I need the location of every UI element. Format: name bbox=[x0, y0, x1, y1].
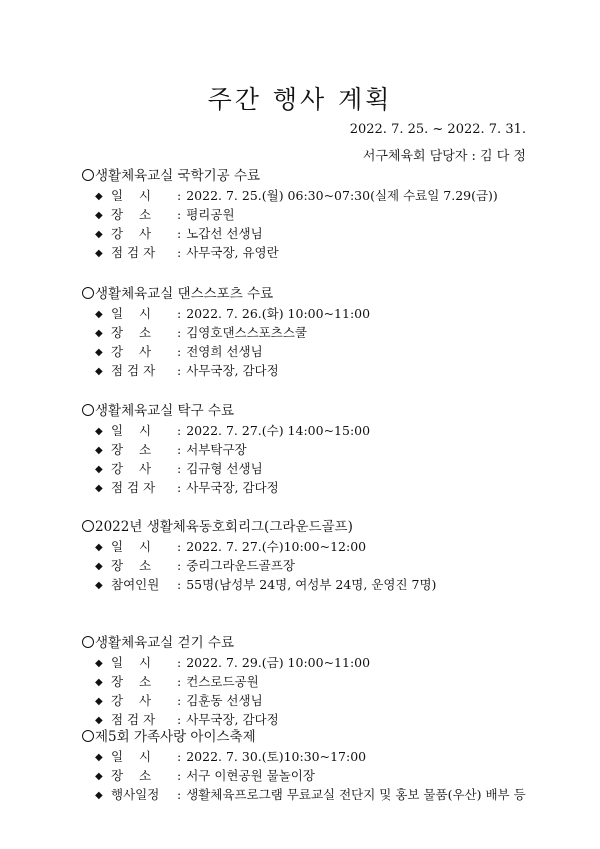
date-range: 2022. 7. 25. ~ 2022. 7. 31. bbox=[349, 122, 526, 137]
event-detail-row bbox=[82, 747, 582, 766]
label-separator: : bbox=[177, 442, 182, 457]
contact-person: 서구체육회 담당자 : 김 다 정 bbox=[362, 149, 526, 164]
detail-value: 55명(남성부 24명, 여성부 24명, 운영진 7명) bbox=[186, 577, 437, 592]
event-title bbox=[82, 166, 582, 186]
event-title-text: 생활체육교실 국학기공 수료 bbox=[95, 168, 261, 184]
detail-label: 점 검 자 bbox=[111, 245, 156, 260]
diamond-bullet-icon: ◆ bbox=[95, 464, 103, 475]
page-title: 주간 행사 계획 bbox=[207, 85, 393, 114]
label-separator: : bbox=[177, 674, 182, 689]
diamond-bullet-icon: ◆ bbox=[95, 542, 103, 553]
label-separator: : bbox=[177, 423, 182, 438]
event-detail-row bbox=[82, 653, 582, 672]
event-title-text: 생활체육교실 걷기 수료 bbox=[95, 635, 234, 651]
detail-value: 생활체육프로그램 무료교실 전단지 및 홍보 물품(우산) 배부 등 bbox=[186, 787, 526, 802]
detail-value: 컨스로드공원 bbox=[186, 674, 259, 689]
label-separator: : bbox=[177, 461, 182, 476]
event-detail-row bbox=[82, 186, 582, 205]
event-detail-row bbox=[82, 224, 582, 243]
detail-label: 일 시 bbox=[111, 306, 152, 321]
event-detail-row bbox=[82, 459, 582, 478]
diamond-bullet-icon: ◆ bbox=[95, 715, 103, 726]
diamond-bullet-icon: ◆ bbox=[95, 658, 103, 669]
diamond-bullet-icon: ◆ bbox=[95, 752, 103, 763]
detail-label: 일 시 bbox=[111, 749, 152, 764]
diamond-bullet-icon: ◆ bbox=[95, 790, 103, 801]
detail-label: 장 소 bbox=[111, 558, 152, 573]
detail-value: 중리그라운드골프장 bbox=[186, 558, 295, 573]
label-separator: : bbox=[177, 768, 182, 783]
detail-value: 2022. 7. 27.(수)10:00~12:00 bbox=[186, 539, 367, 554]
label-separator: : bbox=[177, 245, 182, 260]
event-title bbox=[82, 727, 582, 747]
detail-value: 평리공원 bbox=[186, 207, 235, 222]
detail-label: 강 사 bbox=[111, 226, 152, 241]
diamond-bullet-icon: ◆ bbox=[95, 248, 103, 259]
diamond-bullet-icon: ◆ bbox=[95, 445, 103, 456]
detail-label: 강 사 bbox=[111, 344, 152, 359]
diamond-bullet-icon: ◆ bbox=[95, 696, 103, 707]
detail-value: 사무국장, 감다정 bbox=[186, 712, 279, 727]
diamond-bullet-icon: ◆ bbox=[95, 561, 103, 572]
event-detail-row bbox=[82, 361, 582, 380]
detail-value: 전영희 선생님 bbox=[186, 344, 263, 359]
label-separator: : bbox=[177, 558, 182, 573]
circle-bullet-icon bbox=[82, 404, 94, 416]
detail-value: 2022. 7. 25.(월) 06:30~07:30(실제 수료일 7.29(금)) bbox=[186, 188, 498, 203]
event-detail-row bbox=[82, 440, 582, 459]
detail-label: 점 검 자 bbox=[111, 712, 156, 727]
detail-value: 2022. 7. 27.(수) 14:00~15:00 bbox=[186, 423, 371, 438]
diamond-bullet-icon: ◆ bbox=[95, 677, 103, 688]
event-detail-row bbox=[82, 556, 582, 575]
event-detail-row bbox=[82, 691, 582, 710]
detail-value: 2022. 7. 26.(화) 10:00~11:00 bbox=[186, 306, 371, 321]
diamond-bullet-icon: ◆ bbox=[95, 580, 103, 591]
circle-bullet-icon bbox=[82, 636, 94, 648]
circle-bullet-icon bbox=[82, 730, 94, 742]
label-separator: : bbox=[177, 363, 182, 378]
detail-value: 노갑선 선생님 bbox=[186, 226, 263, 241]
diamond-bullet-icon: ◆ bbox=[95, 328, 103, 339]
diamond-bullet-icon: ◆ bbox=[95, 309, 103, 320]
diamond-bullet-icon: ◆ bbox=[95, 366, 103, 377]
detail-value: 2022. 7. 30.(토)10:30~17:00 bbox=[186, 749, 367, 764]
detail-label: 장 소 bbox=[111, 674, 152, 689]
detail-label: 장 소 bbox=[111, 768, 152, 783]
event-detail-row bbox=[82, 421, 582, 440]
label-separator: : bbox=[177, 480, 182, 495]
event-detail-row bbox=[82, 342, 582, 361]
label-separator: : bbox=[177, 712, 182, 727]
label-separator: : bbox=[177, 693, 182, 708]
label-separator: : bbox=[177, 325, 182, 340]
label-separator: : bbox=[177, 787, 182, 802]
event-section bbox=[82, 517, 582, 594]
event-title-text: 생활체육교실 탁구 수료 bbox=[95, 403, 234, 419]
diamond-bullet-icon: ◆ bbox=[95, 771, 103, 782]
label-separator: : bbox=[177, 306, 182, 321]
detail-value: 2022. 7. 29.(금) 10:00~11:00 bbox=[186, 655, 371, 670]
event-detail-row bbox=[82, 575, 582, 594]
detail-label: 일 시 bbox=[111, 655, 152, 670]
event-detail-row bbox=[82, 304, 582, 323]
label-separator: : bbox=[177, 207, 182, 222]
detail-value: 김영호댄스스포츠스쿨 bbox=[186, 325, 307, 340]
event-title-text: 생활체육교실 댄스스포츠 수료 bbox=[95, 286, 274, 302]
detail-value: 사무국장, 감다정 bbox=[186, 480, 279, 495]
event-detail-row bbox=[82, 323, 582, 342]
event-title bbox=[82, 401, 582, 421]
diamond-bullet-icon: ◆ bbox=[95, 347, 103, 358]
event-section bbox=[82, 401, 582, 497]
event-detail-row bbox=[82, 672, 582, 691]
detail-label: 장 소 bbox=[111, 442, 152, 457]
event-detail-row bbox=[82, 537, 582, 556]
detail-value: 사무국장, 감다정 bbox=[186, 363, 279, 378]
label-separator: : bbox=[177, 749, 182, 764]
detail-label: 장 소 bbox=[111, 207, 152, 222]
detail-value: 사무국장, 유영란 bbox=[186, 245, 279, 260]
detail-label: 점 검 자 bbox=[111, 363, 156, 378]
event-section bbox=[82, 633, 582, 729]
event-section bbox=[82, 166, 582, 262]
label-separator: : bbox=[177, 577, 182, 592]
event-title bbox=[82, 284, 582, 304]
label-separator: : bbox=[177, 188, 182, 203]
event-title bbox=[82, 517, 582, 537]
detail-label: 참여인원 bbox=[111, 577, 160, 592]
diamond-bullet-icon: ◆ bbox=[95, 210, 103, 221]
detail-value: 김훈동 선생님 bbox=[186, 693, 263, 708]
event-section bbox=[82, 727, 582, 804]
detail-label: 강 사 bbox=[111, 693, 152, 708]
detail-value: 서구 이현공원 물놀이장 bbox=[186, 768, 315, 783]
event-detail-row bbox=[82, 478, 582, 497]
label-separator: : bbox=[177, 539, 182, 554]
detail-label: 강 사 bbox=[111, 461, 152, 476]
diamond-bullet-icon: ◆ bbox=[95, 229, 103, 240]
circle-bullet-icon bbox=[82, 520, 94, 532]
detail-value: 김규형 선생님 bbox=[186, 461, 263, 476]
diamond-bullet-icon: ◆ bbox=[95, 191, 103, 202]
diamond-bullet-icon: ◆ bbox=[95, 483, 103, 494]
detail-label: 일 시 bbox=[111, 539, 152, 554]
event-detail-row bbox=[82, 766, 582, 785]
diamond-bullet-icon: ◆ bbox=[95, 426, 103, 437]
event-section bbox=[82, 284, 582, 380]
detail-label: 행사일정 bbox=[111, 787, 160, 802]
detail-value: 서부탁구장 bbox=[186, 442, 247, 457]
event-detail-row bbox=[82, 205, 582, 224]
event-detail-row bbox=[82, 243, 582, 262]
detail-label: 장 소 bbox=[111, 325, 152, 340]
event-title-text: 제5회 가족사랑 아이스축제 bbox=[95, 729, 256, 745]
event-title bbox=[82, 633, 582, 653]
detail-label: 점 검 자 bbox=[111, 480, 156, 495]
detail-label: 일 시 bbox=[111, 423, 152, 438]
label-separator: : bbox=[177, 655, 182, 670]
label-separator: : bbox=[177, 226, 182, 241]
label-separator: : bbox=[177, 344, 182, 359]
event-title-text: 2022년 생활체육동호회리그(그라운드골프) bbox=[95, 519, 353, 535]
circle-bullet-icon bbox=[82, 287, 94, 299]
detail-label: 일 시 bbox=[111, 188, 152, 203]
circle-bullet-icon bbox=[82, 169, 94, 181]
event-detail-row bbox=[82, 785, 582, 804]
